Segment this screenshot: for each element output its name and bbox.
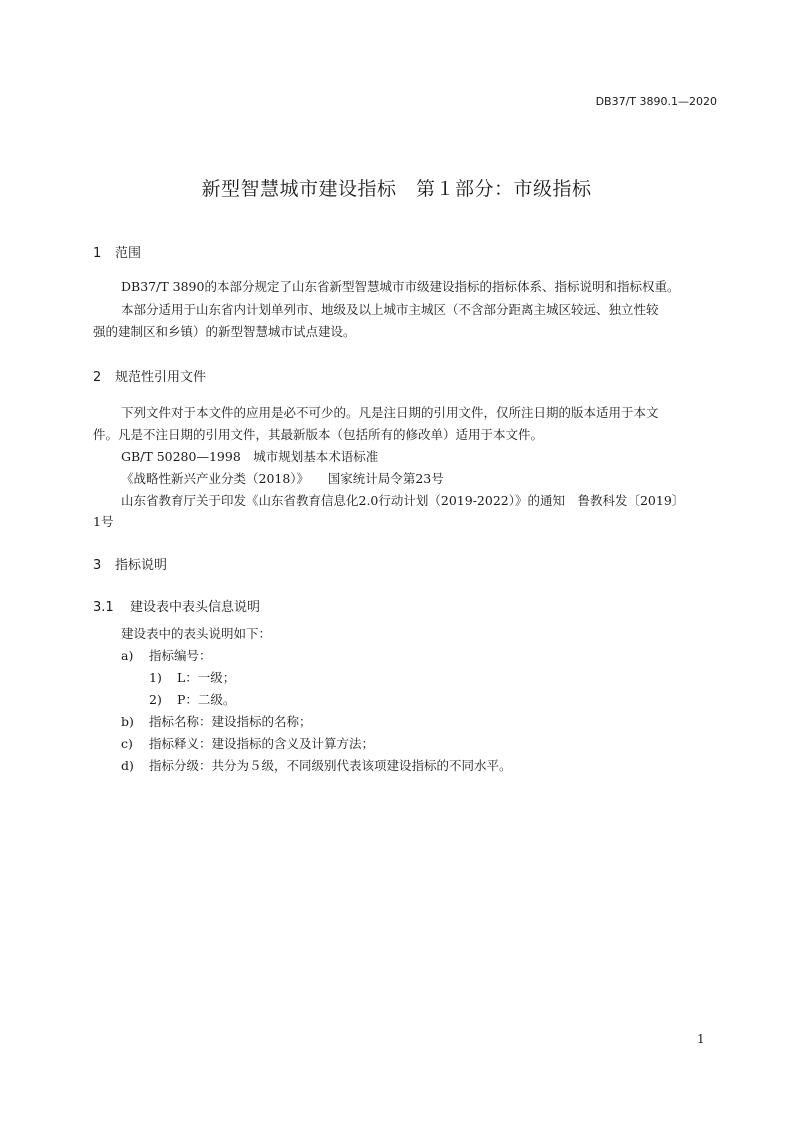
list-label: 2)	[149, 692, 162, 707]
list-label: d)	[121, 758, 134, 773]
scope-paragraph-1: DB37/T 3890的本部分规定了山东省新型智慧城市市级建设指标的指标体系、指标说明和指标权重。	[121, 279, 680, 294]
list-text: L：一级；	[177, 670, 236, 685]
section-number: 3	[93, 558, 102, 573]
list-item-d	[121, 756, 512, 776]
page-title: 新型智慧城市建设指标 第１部分：市级指标	[201, 178, 592, 200]
list-label: c)	[121, 736, 133, 751]
list-text: 指标编号：	[149, 648, 212, 663]
reference-item-continuation: 1号	[93, 514, 114, 529]
reference-item: 《战略性新兴产业分类（2018）》 国家统计局令第23号	[121, 471, 444, 486]
list-text: 指标分级：共分为５级，不同级别代表该项建设指标的不同水平。	[149, 758, 512, 773]
section-title: 指标说明	[115, 558, 168, 573]
list-label: 1)	[149, 670, 162, 685]
refs-intro-line-1: 下列文件对于本文件的应用是必不可少的。凡是注日期的引用文件，仅所注日期的版本适用于本文	[121, 405, 659, 420]
section-number: 3.1	[93, 600, 114, 615]
section-number: 1	[93, 246, 102, 261]
list-text: 指标释义：建设指标的含义及计算方法；	[149, 736, 375, 751]
section-number: 2	[93, 370, 102, 385]
section-heading-scope	[93, 242, 141, 261]
section-heading-normative-references	[93, 366, 206, 385]
scope-paragraph-2-line-1: 本部分适用于山东省内计划单列市、地级及以上城市主城区（不含部分距离主城区较远、独立性较	[121, 302, 659, 317]
section-title: 规范性引用文件	[115, 370, 207, 385]
sub-list-item-2	[149, 690, 235, 710]
list-label: a)	[121, 648, 134, 663]
list-item-c	[121, 734, 374, 754]
subsection-heading-table-header-info	[93, 596, 260, 615]
list-item-b	[121, 712, 312, 732]
list-text: P：二级。	[177, 692, 236, 707]
reference-item: 山东省教育厅关于印发《山东省教育信息化2.0行动计划（2019-2022）》的通知 鲁教科发〔2019〕	[121, 493, 685, 508]
scope-paragraph-2-line-2: 强的建制区和乡镇）的新型智慧城市试点建设。	[93, 324, 356, 339]
list-label: b)	[121, 714, 134, 729]
sub-list-item-1	[149, 668, 235, 688]
reference-item: GB/T 50280—1998 城市规划基本术语标准	[121, 449, 379, 464]
page-number: 1	[697, 1032, 705, 1046]
list-text: 指标名称：建设指标的名称；	[149, 714, 312, 729]
header-info-intro: 建设表中的表头说明如下：	[121, 626, 272, 641]
section-heading-indicator-description	[93, 554, 167, 573]
refs-intro-line-2: 件。凡是不注日期的引用文件，其最新版本（包括所有的修改单）适用于本文件。	[93, 427, 544, 442]
section-title: 范围	[115, 246, 142, 261]
list-item-a	[121, 646, 212, 666]
document-code: DB37/T 3890.1—2020	[595, 95, 717, 108]
section-title: 建设表中表头信息说明	[130, 600, 261, 615]
